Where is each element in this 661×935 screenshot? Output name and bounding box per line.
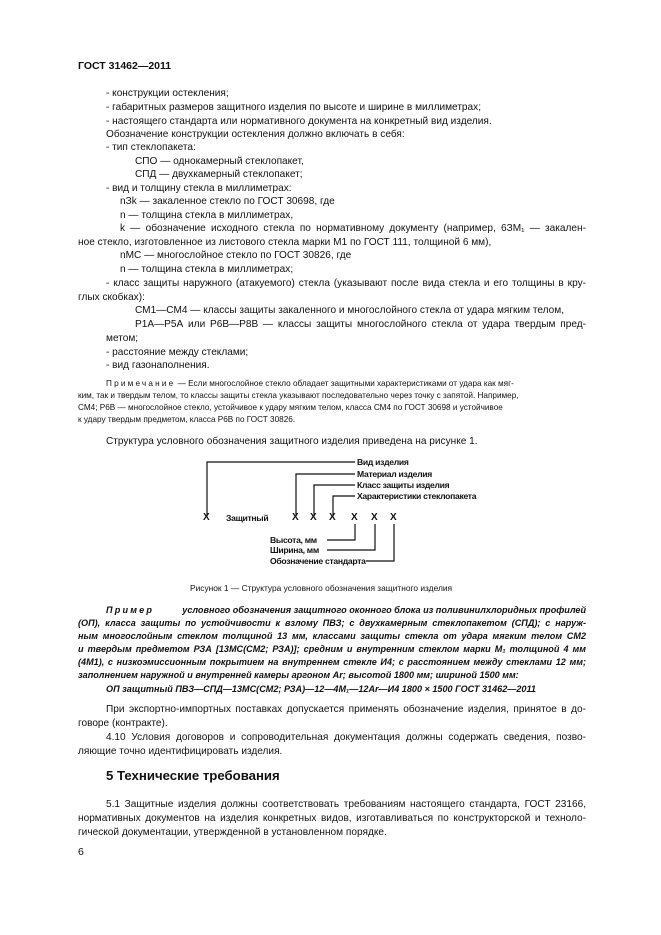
page-number: 6 — [78, 846, 84, 858]
example-first-line — [106, 604, 586, 617]
example-line: (4М1), с низкоэмиссионным покрытием на внутреннем стекле И4; с расстоянием между стеклами 12 мм; — [78, 657, 586, 667]
list-subitem: nЗk — закаленное стекло по ГОСТ 30698, где — [120, 196, 335, 207]
structure-intro: Структура условного обозначения защитного изделия приведена на рисунке 1. — [106, 436, 478, 447]
connector-line — [296, 474, 355, 515]
figure-label-height: Высота, мм — [270, 535, 317, 545]
figure-label-protection-class: Класс защиты изделия — [357, 480, 450, 490]
list-item: - габаритных размеров защитного изделия по высоте и ширине в миллиметрах; — [106, 102, 482, 113]
figure-x-marker: X — [203, 512, 210, 523]
paragraph-line: говоре (контракте). — [78, 718, 168, 729]
figure-x-marker: X — [390, 512, 397, 523]
figure-label-product-type: Вид изделия — [357, 457, 409, 467]
note-line: ким, так и твердым телом, то классы защиты стекла указывают последовательно через точку с запятой. Например, — [78, 391, 519, 400]
figure-label-glazing-unit: Характеристики стеклопакета — [357, 491, 477, 501]
list-item: - расстояние между стеклами; — [106, 347, 249, 358]
list-item: - настоящего стандарта или нормативного документа на конкретный вид изделия. — [106, 116, 492, 127]
list-subitem: СПО — однокамерный стеклопакет, — [135, 156, 304, 167]
list-subitem: k — обозначение исходного стекла по нормативному документу (например, 6ЗМ₁ — закален- — [120, 223, 586, 234]
figure-label-product-material: Материал изделия — [357, 469, 432, 479]
list-item: - вид и толщину стекла в миллиметрах: — [106, 183, 292, 194]
list-subitem: СПД — двухкамерный стеклопакет; — [135, 169, 303, 180]
list-item: - вид газонаполнения. — [106, 360, 210, 371]
document-code-header: ГОСТ 31462—2011 — [78, 60, 172, 72]
note-line: к удару твердым предметом, класса Р6В по ГОСТ 30826. — [78, 415, 296, 424]
figure-x-marker: X — [292, 512, 299, 523]
figure-label-width: Ширина, мм — [270, 545, 319, 555]
list-subitem: Р1А—Р5А или Р6В—Р8В — классы защиты многослойного стекла от удара твердым пред- — [135, 319, 586, 330]
list-subitem: nМС — многослойное стекло по ГОСТ 30826, где — [120, 250, 352, 261]
paragraph-line: Обозначение конструкции остекления должно включать в себя: — [106, 129, 405, 140]
figure-x-marker: X — [329, 512, 336, 523]
clause-4-10: 4.10 Условия договоров и сопроводительная документация должны содержать сведения, позво- — [106, 732, 586, 743]
example-line: заполнением наружной и внутренней камеры аргоном Аr; высотой 1800 мм; шириной 1500 мм: — [78, 670, 519, 680]
list-item: - класс защиты наружного (атакуемого) стекла (указывают после вида стекла и его толщины в кру- — [106, 278, 586, 289]
example-label: Пример — [106, 605, 155, 615]
example-text: условного обозначения защитного оконного блока из поливинилхлоридных профилей — [182, 605, 586, 615]
list-subitem: n — толщина стекла в миллиметрах, — [120, 210, 294, 221]
example-line: ным многослойным стеклом толщиной 13 мм, классами защиты стекла от удара мягким телом СМ2 — [78, 631, 586, 641]
clause-5-1: 5.1 Защитные изделия должны соответствовать требованиям настоящего стандарта, ГОСТ 23166, — [106, 799, 586, 810]
list-item: - тип стеклопакета: — [106, 142, 196, 153]
note-label: Примечание — [106, 379, 176, 388]
note-line: СМ4; Р6В — многослойное стекло, устойчивое к удару мягким телом, класса СМ4 по ГОСТ 30698 и устойчивое — [78, 403, 503, 412]
clause-5-1-line: нормативных документов на изделия конкретных видов, изготавливаться по конструкторской и техноло- — [78, 813, 586, 824]
list-item-continuation: глых скобках): — [78, 292, 145, 303]
list-item: - конструкции остекления; — [106, 88, 229, 99]
example-designation: ОП защитный ПВЗ—СПД—13МС(СМ2; РЗА)—12—4М₁—12Аr—И4 1800 × 1500 ГОСТ 31462—2011 — [106, 684, 536, 694]
figure-caption: Рисунок 1 — Структура условного обозначения защитного изделия — [190, 583, 453, 593]
figure-product-word: Защитный — [226, 513, 269, 523]
connector-line — [327, 524, 355, 540]
note-text: — Если многослойное стекло обладает защитными характеристиками от удара как мяг- — [177, 379, 514, 388]
list-subitem-continuation: ное стекло, изготовленное из листового стекла марки М1 по ГОСТ 111, толщиной 6 мм), — [78, 237, 492, 248]
list-subitem: n — толщина стекла в миллиметрах; — [120, 264, 294, 275]
list-subitem: СМ1—СМ4 — классы защиты закаленного и многослойного стекла от удара мягким телом, — [135, 305, 564, 316]
example-line: (ОП), класса защиты по устойчивости к взлому ПВЗ; с двухкамерным стеклопакетом (СПД); с наруж- — [78, 618, 586, 628]
figure-x-marker: X — [310, 512, 317, 523]
figure-x-marker: X — [351, 512, 358, 523]
connector-line — [327, 524, 375, 550]
figure-x-marker: X — [371, 512, 378, 523]
example-line: и твердым предметом РЗА [13МС(СМ2; РЗА)]; средним и внутренним стеклом марки М₁ толщиной 4 мм — [78, 644, 586, 654]
connector-line — [366, 524, 394, 561]
list-subitem-continuation: метом; — [106, 333, 139, 344]
section-title: 5 Технические требования — [106, 768, 280, 783]
clause-4-10-continuation: ляющие точно идентифицировать изделия. — [78, 746, 283, 757]
paragraph-line: При экспортно-импортных поставках допускается применять обозначение изделия, принятое в до- — [106, 704, 586, 715]
figure-label-standard: Обозначение стандарта — [270, 556, 366, 566]
clause-5-1-line: гической документации, утвержденной в установленном порядке. — [78, 827, 387, 838]
